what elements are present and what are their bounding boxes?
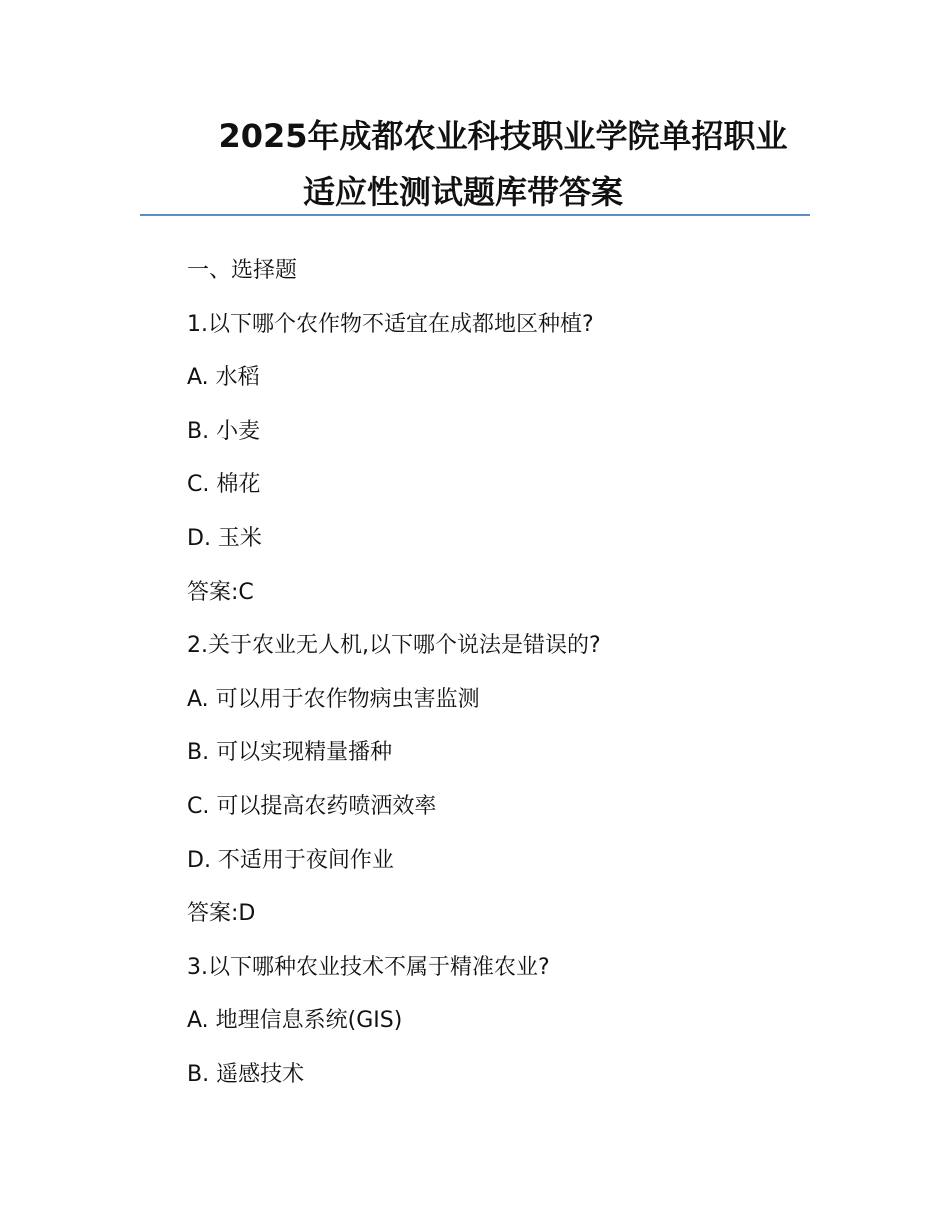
question-1-option-c: C. 棉花 — [187, 472, 261, 498]
question-2-option-c: C. 可以提高农药喷洒效率 — [187, 793, 437, 819]
question-1-option-b: B. 小麦 — [187, 418, 261, 444]
question-3-option-b: B. 遥感技术 — [187, 1061, 305, 1087]
document-title — [140, 108, 810, 220]
question-1-option-d: D. 玉米 — [187, 525, 262, 551]
question-list — [187, 244, 827, 1102]
section-heading: 一、选择题 — [187, 258, 298, 283]
question-1-answer: 答案:C — [187, 579, 254, 605]
title-divider — [140, 214, 810, 216]
question-2-stem: 2.关于农业无人机,以下哪个说法是错误的? — [187, 633, 601, 659]
question-2-option-b: B. 可以实现精量播种 — [187, 740, 393, 766]
question-1-stem: 1.以下哪个农作物不适宜在成都地区种植? — [187, 311, 594, 337]
title-line-2: 适应性测试题库带答案 — [303, 173, 624, 211]
title-line-1: 2025年成都农业科技职业学院单招职业 — [218, 117, 788, 155]
question-2-option-d: D. 不适用于夜间作业 — [187, 847, 394, 873]
question-3-option-a: A. 地理信息系统(GIS) — [187, 1008, 403, 1034]
question-1-option-a: A. 水稻 — [187, 365, 260, 391]
question-2-answer: 答案:D — [187, 901, 256, 927]
question-2-option-a: A. 可以用于农作物病虫害监测 — [187, 686, 480, 712]
question-3-stem: 3.以下哪种农业技术不属于精准农业? — [187, 954, 550, 980]
